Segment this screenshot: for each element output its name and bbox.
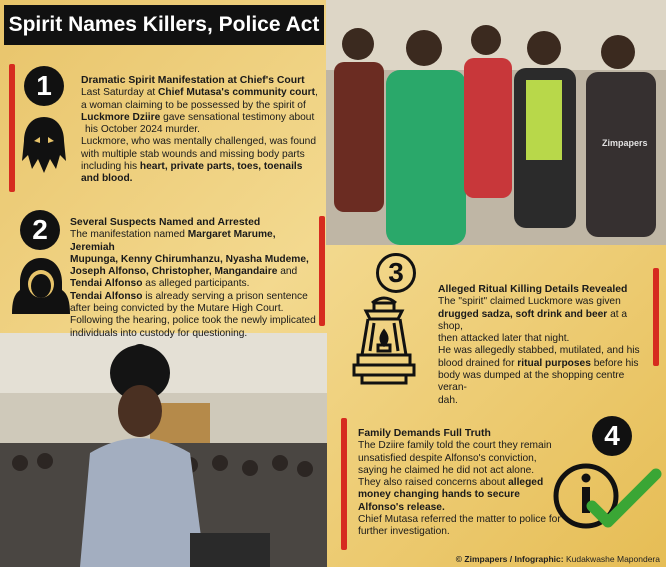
watermark-text: Zimpapers [602,138,648,148]
credit-org: © Zimpapers / [455,554,515,564]
section-number-4: 4 [592,416,632,456]
accent-bar-1 [9,64,15,192]
s3-line: He was allegedly stabbed, mutilated, and his [438,345,640,357]
s3-line: dah. [438,394,458,406]
s1-line: Luckmore, who was mentally challenged, was found [81,136,317,148]
accent-bar-3 [653,268,659,366]
s4-bold: alleged [508,477,544,489]
s2-line: as alleged participants. [142,278,250,290]
section-1-heading: Dramatic Spirit Manifestation at Chief's Court [81,75,305,86]
info-check-icon [552,458,664,539]
s4-bold: Alfonso's release. [358,501,445,513]
credit-line [456,554,660,564]
court-crowd-photo [0,333,327,567]
hooded-figure-icon [10,256,72,319]
s1-bold: Chief Mutasa's community court [158,87,315,99]
s4-line: Chief Mutasa referred the matter to police for [358,514,561,526]
section-4-text [358,428,568,539]
s1-bold: Luckmore Dziire [81,111,161,123]
section-2-text [70,217,322,340]
s2-bold: Mupunga, Kenny Chirumhanzu, Nyasha Mudeme, [70,253,309,265]
s4-line: unsatisfied despite Alfonso's conviction, [358,452,537,464]
suspects-photo [326,0,666,245]
accent-bar-4 [341,418,347,550]
s4-line: The Dziire family told the court they remain [358,440,552,452]
s2-bold: Joseph Alfonso, Christopher, Mangandaire [70,266,278,278]
s1-line: a woman claiming to be possessed by the spirit of [81,99,306,111]
credit-author: Kudakwashe Mapondera [565,554,660,564]
s1-line: Last Saturday at [81,87,159,99]
s1-bold: and blood. [81,173,133,185]
s4-bold: money changing hands to secure [358,489,520,501]
section-3-text [438,284,650,407]
section-3-heading: Alleged Ritual Killing Details Revealed [438,284,628,295]
s2-line: individuals into custody for questioning. [70,327,248,339]
s4-line: They also raised concerns about [358,477,509,489]
section-4-heading: Family Demands Full Truth [358,428,491,439]
s2-bold: Tendai Alfonso [70,278,143,290]
s2-bold: Tendai Alfonso [70,290,143,302]
lantern-icon [352,293,416,396]
s1-line: his October 2024 murder. [85,124,200,136]
s1-line: with multiple stab wounds and missing body parts [81,148,305,160]
page-title: Spirit Names Killers, Police Act [4,5,324,45]
s2-line: and [277,266,298,278]
section-2-heading: Several Suspects Named and Arrested [70,217,261,228]
s2-bold: Margaret Marume, Jeremiah [70,229,276,253]
s1-line: including his [81,161,140,173]
s3-bold: drugged sadza, soft drink and beer [438,308,608,320]
credit-label: Infographic: [514,554,566,564]
s3-line: then attacked later that night. [438,333,570,345]
ghost-icon [18,113,70,180]
s3-line: at a shop, [438,308,628,332]
section-1-text [81,75,326,186]
s1-line: gave sensational testimony about [160,111,315,123]
section-number-2: 2 [20,210,60,250]
s3-line: before his [590,357,639,369]
s2-line: The manifestation named [70,229,188,241]
s2-line: Following the hearing, police took the newly implicated [70,315,316,327]
s2-line: is already serving a prison sentence [142,290,308,302]
s1-line: , [315,87,318,99]
s4-line: further investigation. [358,526,450,538]
s3-line: blood drained for [438,357,518,369]
s3-bold: ritual purposes [517,357,591,369]
s3-line: The "spirit" claimed Luckmore was given [438,296,621,308]
section-number-1: 1 [24,66,64,106]
section-number-3: 3 [376,253,416,293]
s1-bold: heart, private parts, toes, toenails [139,161,303,173]
s2-line: after being convicted by the Mutare High Court. [70,303,284,315]
s4-line: saying he claimed he did not act alone. [358,464,535,476]
s3-line: body was dumped at the shopping centre veran- [438,370,625,394]
